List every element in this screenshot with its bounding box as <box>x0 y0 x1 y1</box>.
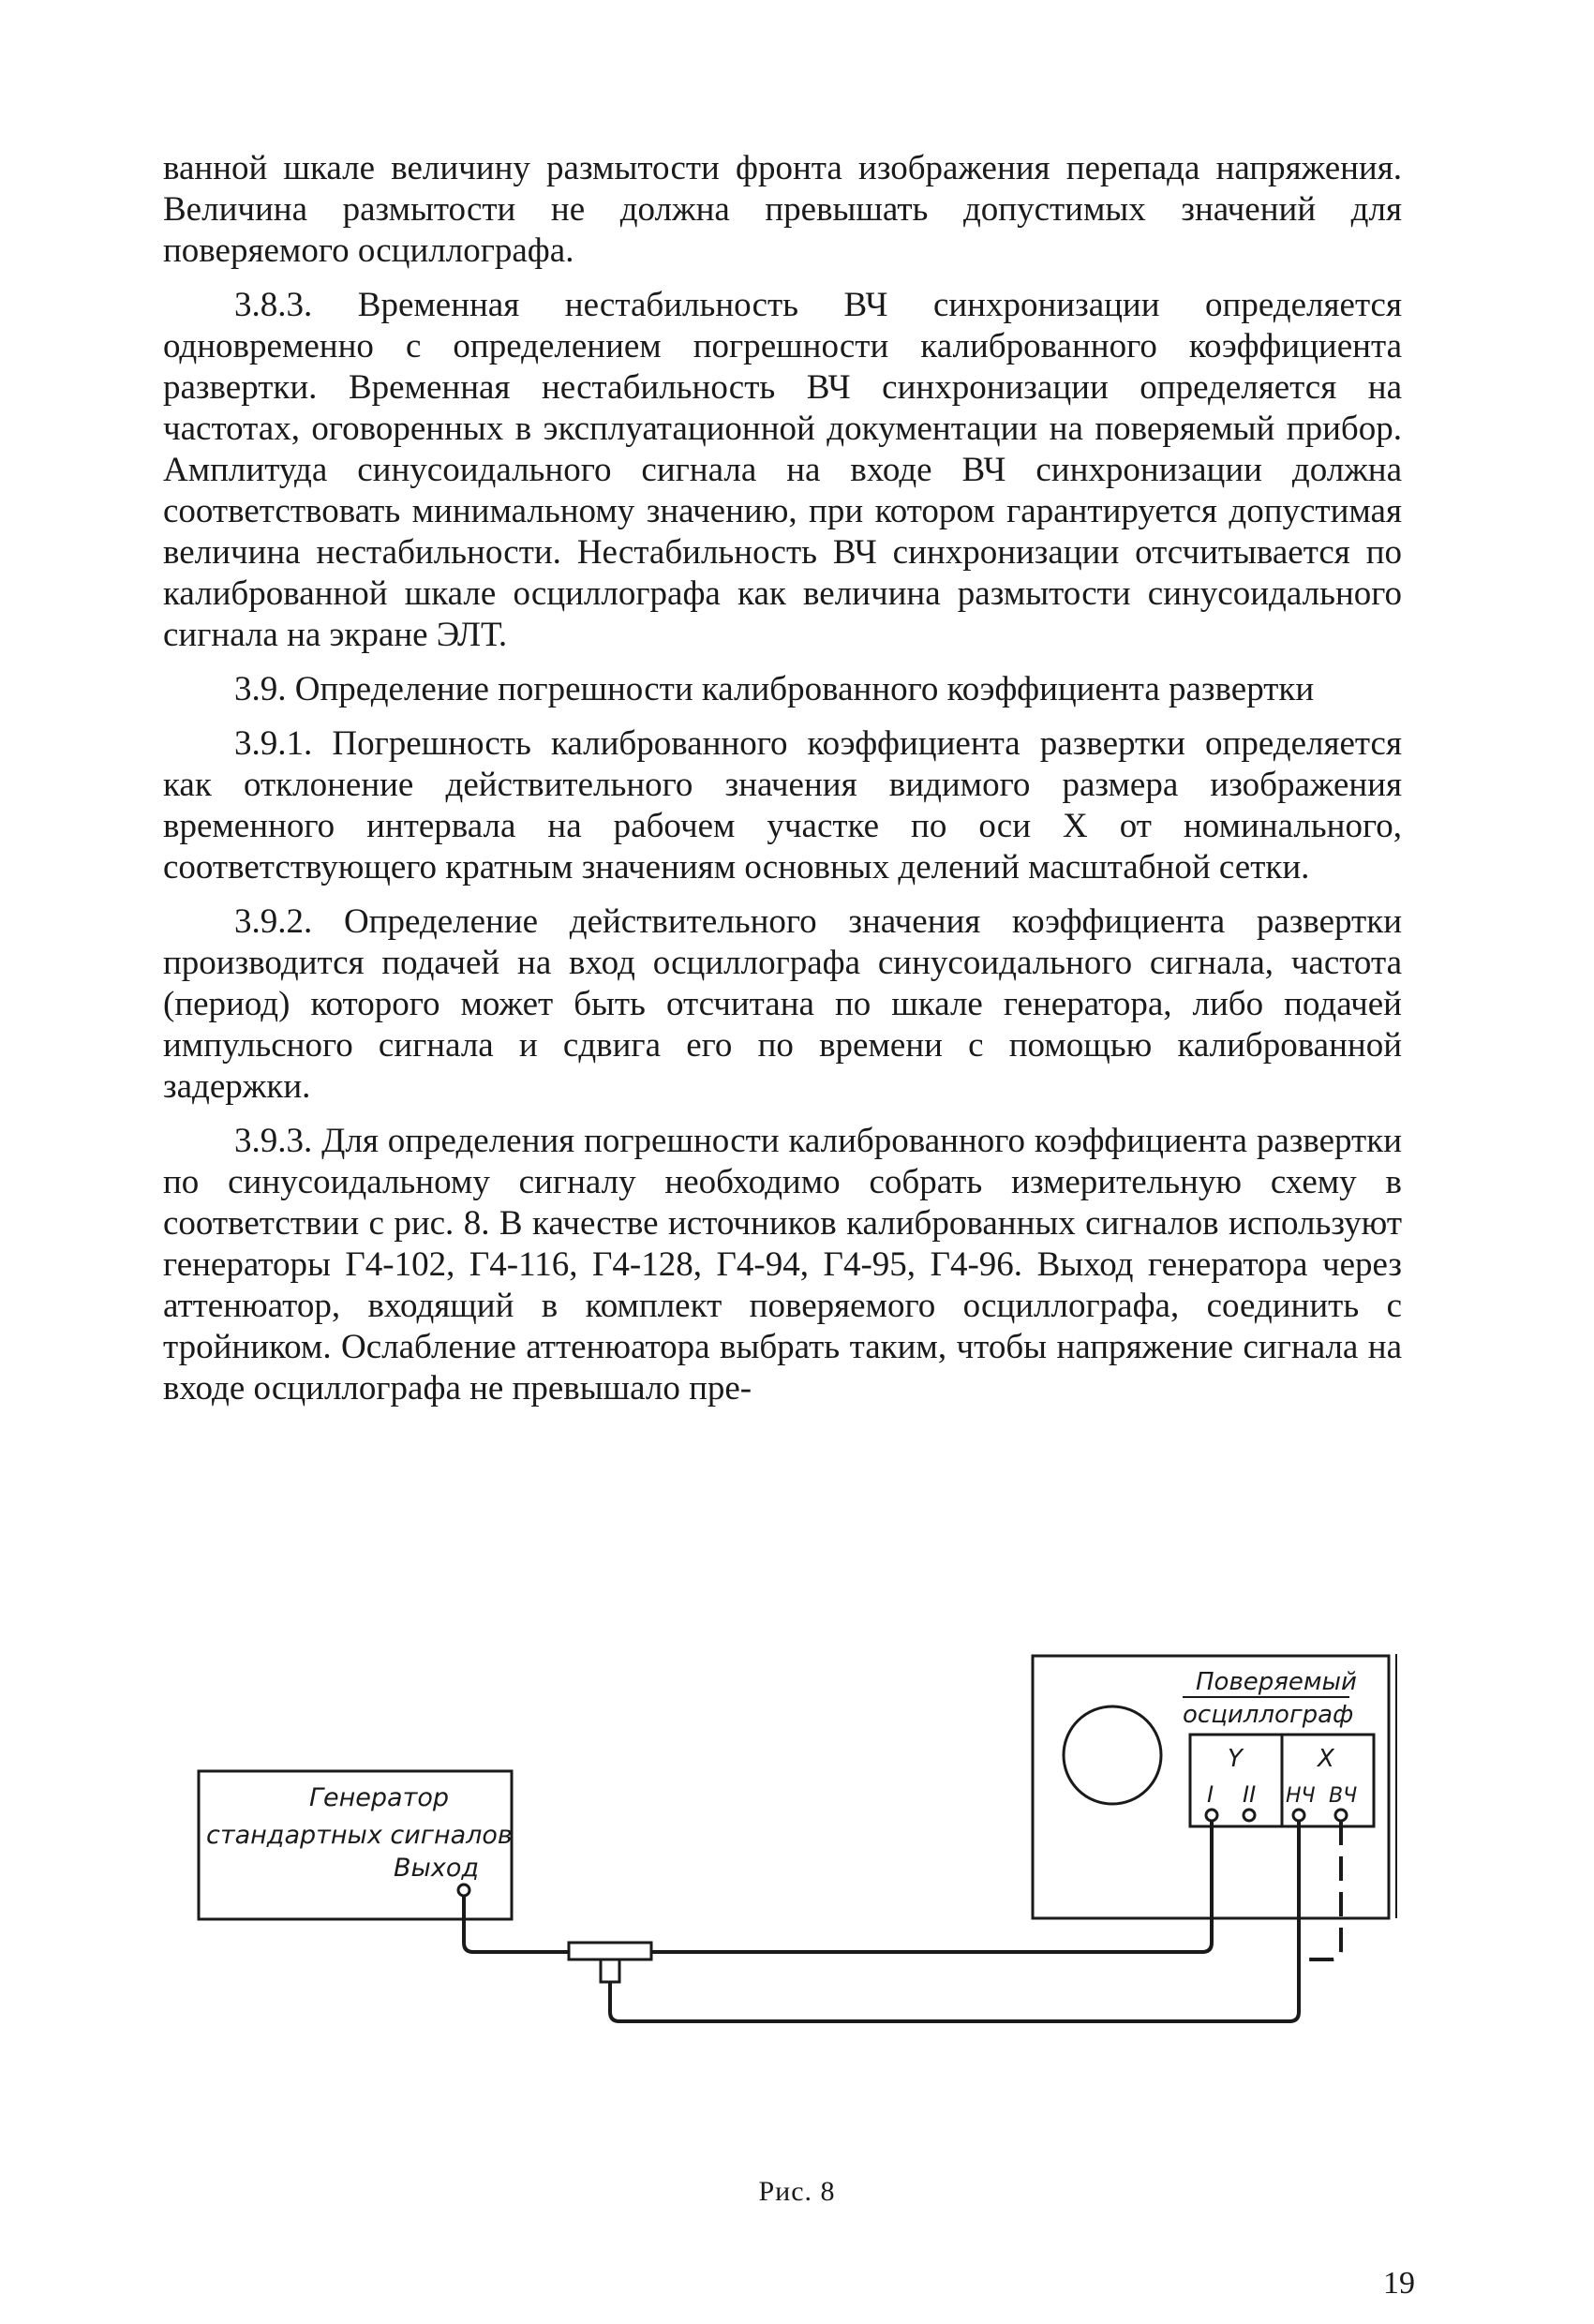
x-lf-input-label: НЧ <box>1286 1784 1316 1808</box>
generator-output-terminal <box>458 1885 469 1896</box>
x-hf-input-label: ВЧ <box>1329 1784 1358 1808</box>
cable-tee-to-x-hf-input <box>610 1821 1299 2021</box>
generator-label-line2: стандартных сигналов <box>206 1821 513 1850</box>
oscilloscope-label-line2: осциллограф <box>1183 1701 1354 1729</box>
tee-stem <box>601 1959 619 1982</box>
page-number: 19 <box>1383 2266 1415 2301</box>
y-channel-label: Y <box>1228 1745 1243 1773</box>
y-input-1-terminal <box>1206 1810 1217 1821</box>
body-text <box>163 148 1402 1423</box>
x-lf-input-terminal <box>1293 1810 1304 1821</box>
figure-caption: Рис. 8 <box>758 2176 836 2207</box>
crt-screen <box>1064 1706 1161 1804</box>
tee-connector <box>569 1943 651 1959</box>
generator-label-line1: Генератор <box>309 1783 449 1812</box>
paragraph-3-8-3: 3.8.3. Временная нестабильность ВЧ синхронизации определяется одновременно с определением погрешности калиброванного коэффициента развертки. Временная нестабильность ВЧ синхронизации определяется на частотах, оговоренных в эксплуатационной документации на поверяемый прибор. Амплитуда синусоидального сигнала на входе ВЧ синхронизации должна соответствовать минимальному значению, при котором гарантируется допустимая величина нестабильности. Нестабильность ВЧ синхронизации отсчитывается по калиброванной шкале осциллографа как величина размытости синусоидального сигнала на экране ЭЛТ. <box>163 286 1402 654</box>
cable-tee-to-y-input <box>651 1821 1212 1952</box>
paragraph: ванной шкале величину размытости фронта изображения перепада напряжения. Величина размытости не должна превышать допустимых значений для поверяемого осциллографа. <box>163 149 1402 270</box>
generator-output-label: Выход <box>394 1854 480 1883</box>
connection-diagram <box>141 1645 1452 2132</box>
y-input-2-label: II <box>1243 1781 1257 1808</box>
paragraph-3-9-3: 3.9.3. Для определения погрешности калиброванного коэффициента развертки по синусоидальному сигналу необходимо собрать измерительную схему в соответствии с рис. 8. В качестве источников калиброванных сигналов используют генераторы Г4-102, Г4-116, Г4-128, Г4-94, Г4-95, Г4-96. Выход генератора через аттенюатор, входящий в комплект поверяемого осциллографа, соединить с тройником. Ослабление аттенюатора выбрать таким, чтобы напряжение сигнала на входе осциллографа не превышало пре- <box>163 1122 1402 1408</box>
paragraph-3-9-1: 3.9.1. Погрешность калиброванного коэффициента развертки определяется как отклонение действительного значения видимого размера изображения временного интервала на рабочем участке по оси X от номинального, соответствующего кратным значениям основных делений масштабной сетки. <box>163 724 1402 886</box>
cable-generator-to-tee <box>464 1896 569 1952</box>
sync-link-dashed <box>1303 1821 1341 1959</box>
x-channel-label: X <box>1318 1745 1334 1773</box>
y-input-2-terminal <box>1244 1810 1255 1821</box>
y-input-1-label: I <box>1207 1781 1214 1808</box>
section-heading-3-9: 3.9. Определение погрешности калиброванного коэффициента развертки <box>234 670 1315 708</box>
paragraph-3-9-2: 3.9.2. Определение действительного значения коэффициента развертки производится подачей на вход осциллографа синусоидального сигнала, частота (период) которого может быть отсчитана по шкале генератора, либо подачей импульсного сигнала и сдвига его по времени с помощью калиброванной задержки. <box>163 902 1402 1106</box>
oscilloscope-label-line1: Поверяемый <box>1196 1668 1357 1696</box>
x-hf-input-terminal <box>1335 1810 1347 1821</box>
diagram-svg <box>141 1645 1452 2132</box>
